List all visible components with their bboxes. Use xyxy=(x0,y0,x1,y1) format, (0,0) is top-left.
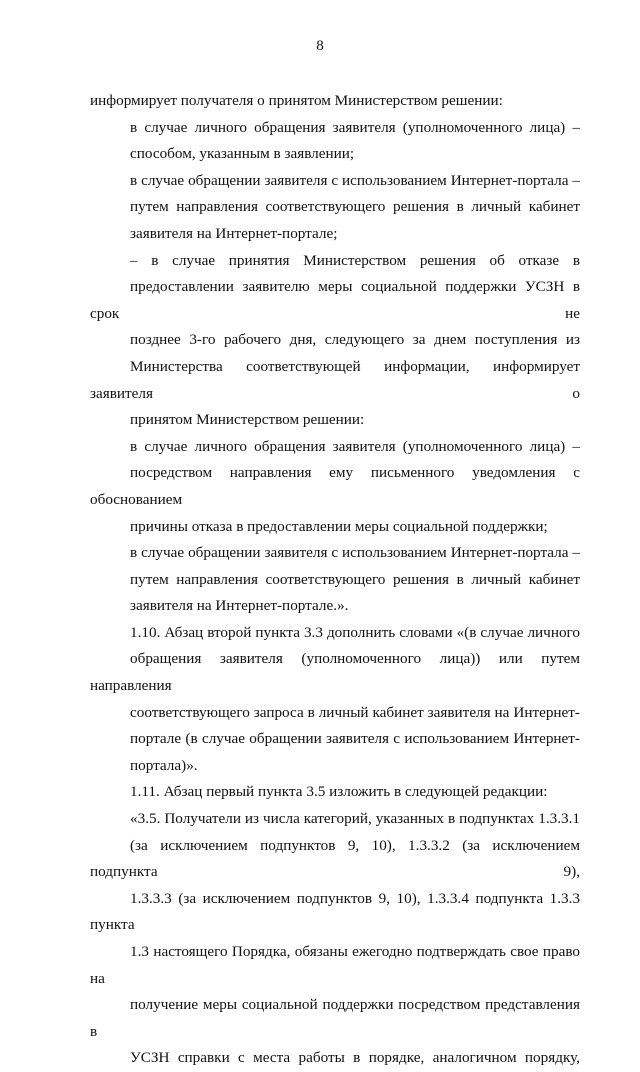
text-line: посредством направления ему письменного уведомления с обоснованием xyxy=(90,464,580,508)
text-line: предоставлении заявителю меры социальной поддержки УСЗН в срок не xyxy=(90,278,580,322)
text-line: в случае обращении заявителя с использованием Интернет-портала – xyxy=(130,171,580,189)
text-line: причины отказа в предоставлении меры социальной поддержки; xyxy=(130,517,548,535)
text-line: обращения заявителя (уполномоченного лица)) или путем направления xyxy=(90,650,580,695)
text-line: в случае личного обращения заявителя (уполномоченного лица) – xyxy=(130,437,580,455)
text-line: «3.5. Получатели из числа категорий, указанных в подпунктах 1.3.3.1 xyxy=(130,810,580,828)
text-line: путем направления соответствующего решения в личный кабинет xyxy=(130,570,580,588)
document-body xyxy=(90,88,580,1072)
text-line: Министерства соответствующей информации, информирует заявителя о xyxy=(90,357,580,402)
text-line: 1.3.3.3 (за исключением подпунктов 9, 10), 1.3.3.4 подпункта 1.3.3 пункта xyxy=(90,889,580,934)
text-line: УСЗН справки с места работы в порядке, аналогичном порядку, xyxy=(130,1049,580,1067)
text-line: (за исключением подпунктов 9, 10), 1.3.3.2 (за исключением подпункта 9), xyxy=(90,836,580,881)
text-line: в случае обращении заявителя с использованием Интернет-портала – xyxy=(130,544,580,562)
text-line: – в случае принятия Министерством решения об отказе в xyxy=(130,251,580,269)
paragraph xyxy=(90,540,580,620)
text-line: способом, указанным в заявлении; xyxy=(130,145,355,163)
paragraph xyxy=(90,779,580,806)
paragraph xyxy=(90,806,580,1072)
paragraph xyxy=(90,115,580,168)
paragraph xyxy=(90,434,580,540)
text-line: 1.10. Абзац второй пункта 3.3 дополнить словами «(в случае личного xyxy=(130,623,580,641)
paragraph xyxy=(90,620,580,780)
text-line: портала)». xyxy=(130,756,198,774)
paragraph xyxy=(90,88,580,115)
text-line: путем направления соответствующего решения в личный кабинет xyxy=(130,198,580,216)
text-line: позднее 3-го рабочего дня, следующего за днем поступления из xyxy=(130,331,580,349)
text-line: портале (в случае обращении заявителя с использованием Интернет- xyxy=(130,730,580,748)
text-line: 1.11. Абзац первый пункта 3.5 изложить в следующей редакции: xyxy=(130,783,548,801)
text-line: соответствующего запроса в личный кабинет заявителя на Интернет- xyxy=(130,703,580,721)
text-line: 1.3 настоящего Порядка, обязаны ежегодно подтверждать свое право на xyxy=(90,943,580,987)
text-line: получение меры социальной поддержки посредством представления в xyxy=(90,996,580,1040)
page-number: 8 xyxy=(316,38,324,54)
paragraph xyxy=(90,168,580,248)
text-line: заявителя на Интернет-портале; xyxy=(130,224,338,242)
text-line: информирует получателя о принятом Министерством решении: xyxy=(90,92,503,109)
text-line: заявителя на Интернет-портале.». xyxy=(130,597,349,615)
text-line: принятом Министерством решении: xyxy=(130,411,365,429)
text-line: в случае личного обращения заявителя (уполномоченного лица) – xyxy=(130,118,580,136)
paragraph xyxy=(90,248,580,434)
